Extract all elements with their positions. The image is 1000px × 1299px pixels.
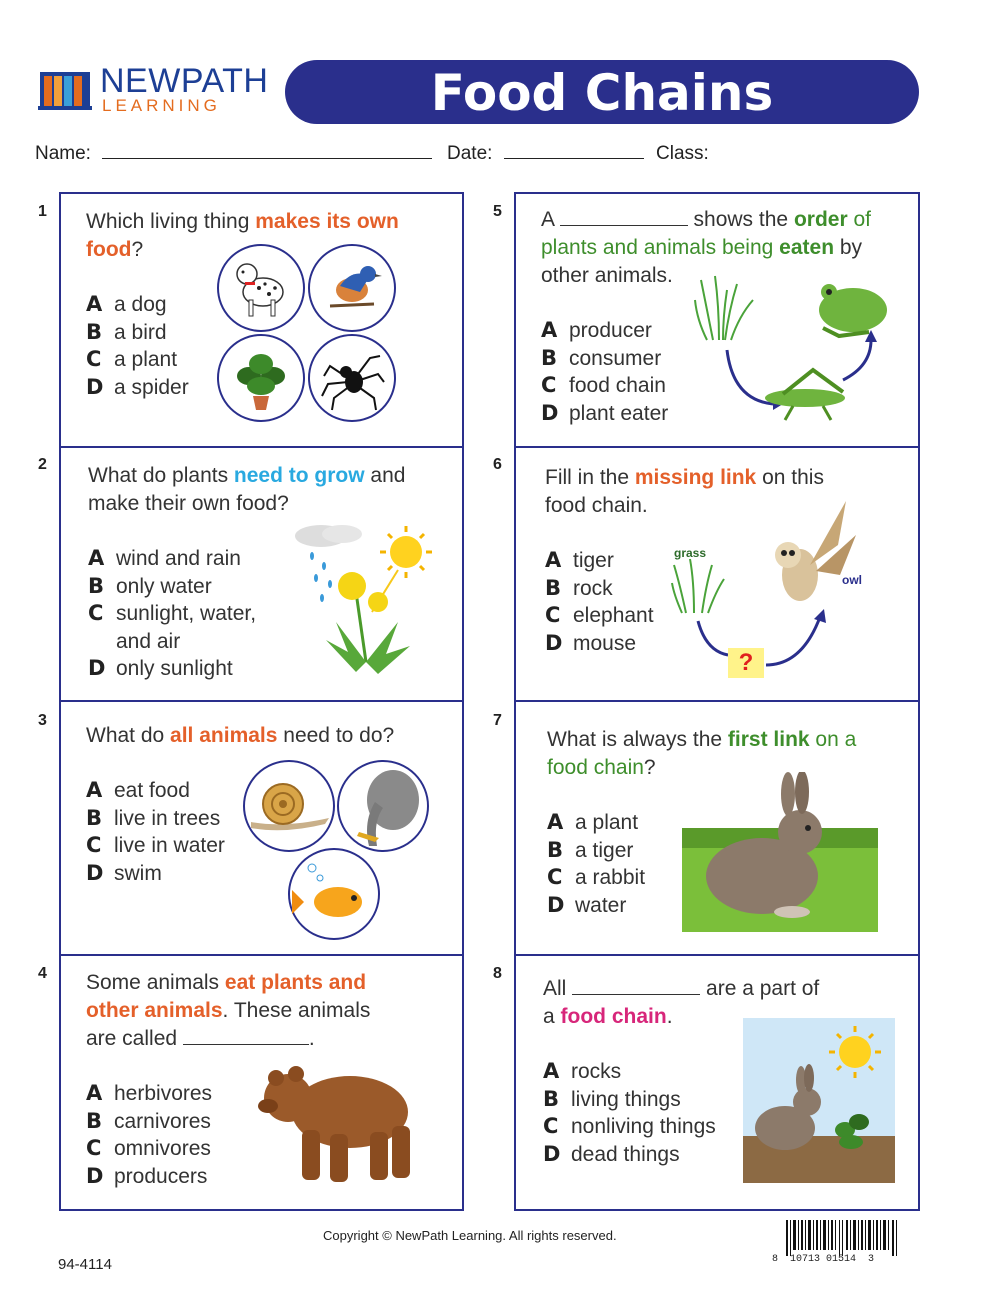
elephant-picture [337,760,429,852]
books-logo-icon [38,68,94,114]
divider [59,446,464,448]
option-d[interactable]: D mouse [545,630,637,655]
name-label: Name: [35,143,91,164]
divider [514,446,920,448]
name-field[interactable] [35,143,432,165]
option-a[interactable]: A tiger [545,548,614,572]
question-1-text-line2: food? [86,238,144,261]
date-blank[interactable] [504,157,644,159]
grass-icon [672,559,724,613]
option-c[interactable]: C nonliving things [543,1114,716,1138]
option-c[interactable]: C live in water [86,833,225,857]
question-5-text-line2: plants and animals being eaten by [541,236,863,259]
dandelion-scene [286,522,436,687]
name-blank[interactable] [102,157,432,159]
elephant-icon [339,762,427,850]
question-4-text: Some animals eat plants and [86,971,367,994]
option-b[interactable]: B a bird [86,319,167,344]
snail-picture [243,760,335,852]
grasshopper-icon [765,370,845,420]
option-c[interactable]: C a rabbit [547,865,646,889]
option-b[interactable]: B only water [88,573,212,598]
divider [514,954,920,956]
option-b[interactable]: B living things [543,1086,681,1111]
question-6-text: Fill in the missing link on this [545,466,824,489]
bird-picture [308,244,396,332]
question-number-5: 5 [493,203,502,220]
option-d[interactable]: D dead things [543,1141,680,1166]
option-a[interactable]: A herbivores [86,1081,213,1105]
option-a[interactable]: A producer [541,318,652,342]
plant-icon [219,336,303,420]
option-b[interactable]: B carnivores [86,1108,211,1133]
spider-picture [308,334,396,422]
option-b[interactable]: B a tiger [547,837,634,862]
missing-link-box: ? [728,648,764,678]
question-number-6: 6 [493,456,502,473]
barcode-icon [784,1220,908,1258]
date-label: Date: [447,143,493,164]
option-a[interactable]: A wind and rain [88,546,241,570]
divider [59,700,464,702]
question-2-text-line2: make their own food? [88,492,289,515]
dandelion-icon [326,572,410,674]
option-b[interactable]: B live in trees [86,805,221,830]
answer-blank[interactable] [183,1043,309,1045]
bird-icon [310,246,394,330]
class-label: Class: [656,143,709,164]
question-4-text-line3: are called . [86,1027,315,1050]
question-5-text: A shows the order of [541,208,871,231]
logo-text-learning: LEARNING [102,96,221,115]
plant-picture [217,334,305,422]
answer-blank[interactable] [560,224,688,226]
dog-picture [217,244,305,332]
option-c[interactable]: C omnivores [86,1136,211,1160]
question-1-text: Which living thing makes its own [86,210,399,233]
option-d[interactable]: D swim [86,860,162,885]
fish-icon [290,850,378,938]
food-chain-6-illustration [670,495,870,685]
option-d[interactable]: D a spider [86,374,189,399]
option-d[interactable]: D plant eater [541,400,669,425]
question-7-text-line2: food chain? [547,756,656,779]
question-8-text: All are a part of [543,977,820,1000]
rabbit-sun-picture [743,1018,895,1183]
option-c[interactable]: C a plant [86,347,178,371]
question-number-7: 7 [493,712,502,729]
question-8-text-line2: a food chain. [543,1005,673,1028]
option-a[interactable]: A a plant [547,810,639,834]
logo-text-newpath: NEWPATH [100,62,269,100]
question-number-4: 4 [38,965,47,982]
option-a[interactable]: A rocks [543,1059,622,1083]
question-number-8: 8 [493,965,502,982]
option-b[interactable]: B rock [545,575,613,600]
divider [514,700,920,702]
option-a[interactable]: A a dog [86,292,167,316]
copyright-notice: Copyright © NewPath Learning. All rights reserved. [323,1228,617,1243]
grass-label: grass [674,546,707,560]
page-title: Food Chains [430,64,774,122]
question-2-text: What do plants need to grow and [88,464,406,487]
option-c[interactable]: C food chain [541,373,666,397]
answer-blank[interactable] [572,993,700,995]
product-code: 94-4114 [58,1256,112,1273]
option-c[interactable]: C elephant [545,603,654,627]
question-5-text-line3: other animals. [541,264,673,287]
frog-icon [819,284,887,336]
grass-icon [695,276,753,340]
option-c-continued: and air [116,629,181,653]
divider [59,954,464,956]
option-b[interactable]: B consumer [541,345,662,370]
option-d[interactable]: D producers [86,1163,208,1188]
owl-label: owl [842,573,862,587]
option-a[interactable]: A eat food [86,778,190,802]
spider-icon [310,336,394,420]
snail-icon [245,762,333,850]
question-number-3: 3 [38,712,47,729]
question-3-text: What do all animals need to do? [86,724,395,747]
barcode-digits: 8 10713 01514 3 [772,1254,875,1265]
option-d[interactable]: D only sunlight [88,656,233,680]
rabbit-grass-picture [682,772,878,932]
date-field[interactable] [447,143,644,165]
question-number-1: 1 [38,203,47,220]
question-7-text: What is always the first link on a [547,728,857,751]
newpath-logo [38,62,278,116]
bear-icon [250,1050,420,1190]
question-number-2: 2 [38,456,47,473]
question-4-text-line2: other animals. These animals [86,999,371,1022]
option-d[interactable]: D water [547,892,627,917]
title-banner [285,60,919,124]
question-6-text-line2: food chain. [545,494,648,517]
fish-picture [288,848,380,940]
owl-icon [775,501,856,601]
dog-icon [219,246,303,330]
food-chain-5-illustration [693,270,898,435]
option-c[interactable]: C sunlight, water, [88,601,257,625]
class-field[interactable] [656,143,709,165]
